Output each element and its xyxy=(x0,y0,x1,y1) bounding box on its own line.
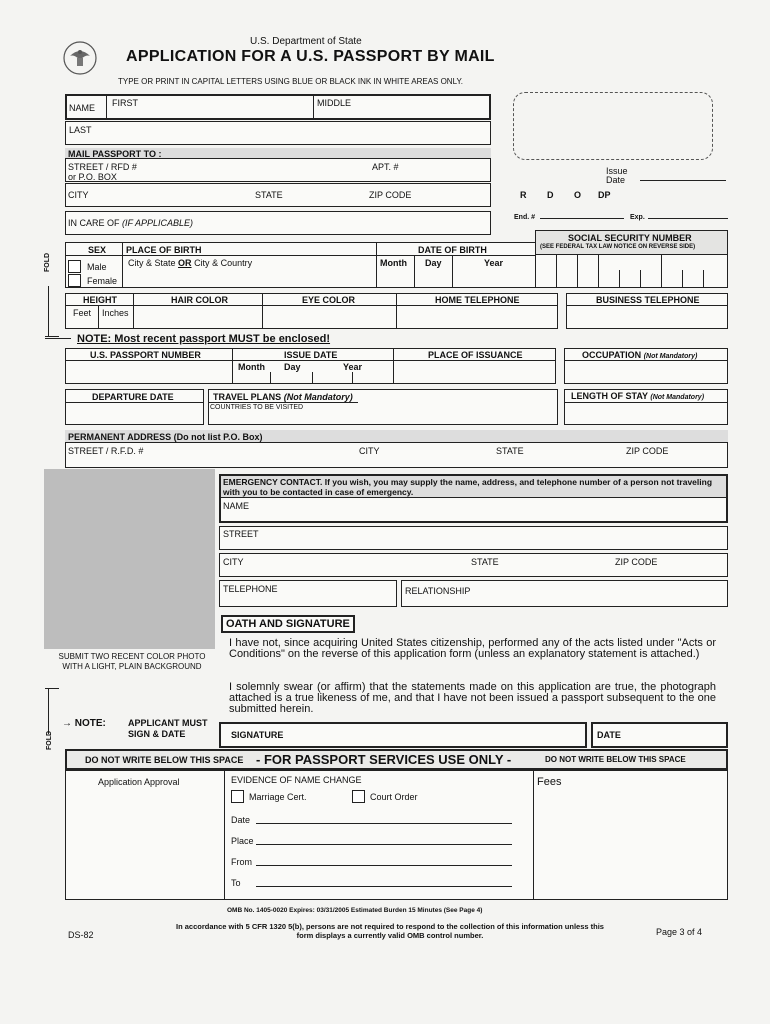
ssn-digit-divider xyxy=(640,270,641,288)
place-of-birth-hint xyxy=(128,258,252,268)
agency-name: U.S. Department of State xyxy=(250,36,362,47)
services-to-line xyxy=(256,886,512,887)
services-from-line xyxy=(256,865,512,866)
issue-divider xyxy=(393,348,394,384)
services-place-label: Place xyxy=(231,836,254,846)
mail-pobox-label: or P.O. BOX xyxy=(68,172,117,182)
permanent-zip-label: ZIP CODE xyxy=(626,446,669,456)
marriage-cert-label: Marriage Cert. xyxy=(249,792,307,802)
emergency-header-bold: EMERGENCY CONTACT. xyxy=(223,477,323,487)
services-date-label: Date xyxy=(231,815,251,825)
length-of-stay-label xyxy=(571,391,704,401)
office-exp-line xyxy=(648,218,728,219)
omb-line: OMB No. 1405-0020 Expires: 03/31/2005 Estimated Burden 15 Minutes (See Page 4) xyxy=(227,907,483,914)
departure-header-line xyxy=(65,402,204,403)
eye-divider xyxy=(396,293,397,329)
permanent-state-label: STATE xyxy=(496,446,524,456)
office-o: O xyxy=(574,190,582,200)
home-telephone-label: HOME TELEPHONE xyxy=(435,295,520,305)
issue-month-label: Month xyxy=(238,362,265,372)
middle-name-label: MIDDLE xyxy=(317,98,352,108)
services-to-label: To xyxy=(231,878,241,888)
permanent-street-label: STREET / R.F.D. # xyxy=(68,446,144,456)
business-telephone-header-line xyxy=(566,305,728,306)
office-issue-label: Issue xyxy=(606,166,628,176)
services-title: - FOR PASSPORT SERVICES USE ONLY - xyxy=(256,752,512,767)
form-title: APPLICATION FOR A U.S. PASSPORT BY MAIL xyxy=(126,48,495,65)
mail-street-label: STREET / RFD # xyxy=(68,162,137,172)
sex-male-checkbox[interactable] xyxy=(68,260,81,273)
travel-plans-label xyxy=(213,392,353,402)
photo-caption: SUBMIT TWO RECENT COLOR PHOTO WITH A LIGHT, PLAIN BACKGROUND xyxy=(58,652,206,671)
marriage-cert-checkbox[interactable] xyxy=(231,790,244,803)
hair-color-label: HAIR COLOR xyxy=(171,295,228,305)
fees-label: Fees xyxy=(537,776,562,788)
services-from-label: From xyxy=(231,857,252,867)
evidence-label: EVIDENCE OF NAME CHANGE xyxy=(231,775,362,785)
sex-divider xyxy=(122,242,123,288)
mail-state-label: STATE xyxy=(255,190,283,200)
sex-female-checkbox[interactable] xyxy=(68,274,81,287)
ssn-digit-divider xyxy=(703,270,704,288)
dob-day-label: Day xyxy=(425,258,442,268)
issue-month-divider xyxy=(270,372,271,384)
emergency-city-label: CITY xyxy=(223,557,244,567)
services-body xyxy=(65,770,728,900)
services-left-note: DO NOT WRITE BELOW THIS SPACE xyxy=(85,755,244,765)
hair-divider xyxy=(262,293,263,329)
emergency-zip-label: ZIP CODE xyxy=(615,557,658,567)
mail-header: MAIL PASSPORT TO : xyxy=(68,149,162,159)
emergency-street-label: STREET xyxy=(223,529,259,539)
court-order-label: Court Order xyxy=(370,792,418,802)
ssn-digit-divider xyxy=(682,270,683,288)
fold-label-top: FOLD xyxy=(44,252,51,272)
office-stamp-area xyxy=(513,92,713,160)
occupation-text: OCCUPATION xyxy=(582,350,642,360)
place-hint-1: City & State xyxy=(128,258,176,268)
place-of-issuance-label: PLACE OF ISSUANCE xyxy=(428,350,523,360)
last-name-field[interactable] xyxy=(65,121,491,145)
permanent-city-label: CITY xyxy=(359,446,380,456)
height-label: HEIGHT xyxy=(83,295,118,305)
first-name-label: FIRST xyxy=(112,98,138,108)
signature-label: SIGNATURE xyxy=(231,730,284,740)
emergency-header xyxy=(223,477,723,497)
office-d: D xyxy=(547,190,554,200)
passport-note: NOTE: Most recent passport MUST be enclosed! xyxy=(77,333,331,345)
signature-date-label: DATE xyxy=(597,730,621,740)
office-r: R xyxy=(520,190,527,200)
applicant-note-arrow: → NOTE: xyxy=(62,718,106,729)
oath-paragraph-1: I have not, since acquiring United States citizenship, performed any of the acts listed under "Acts or Conditions" on the reverse of this application form (unless an explanatory statement is attached.) xyxy=(229,637,716,660)
services-place-line xyxy=(256,844,512,845)
dob-month-label: Month xyxy=(380,258,407,268)
middle-divider xyxy=(313,94,314,120)
emergency-telephone-label: TELEPHONE xyxy=(223,584,278,594)
travel-plans-text: TRAVEL PLANS xyxy=(213,392,282,402)
last-name-label: LAST xyxy=(69,125,92,135)
issue-day-label: Day xyxy=(284,362,301,372)
dob-divider xyxy=(376,242,377,288)
oath-title: OATH AND SIGNATURE xyxy=(221,615,355,633)
issue-year-label: Year xyxy=(343,362,363,372)
occupation-not-mandatory: (Not Mandatory) xyxy=(643,353,698,360)
passport-number-label: U.S. PASSPORT NUMBER xyxy=(90,350,201,360)
business-telephone-label: BUSINESS TELEPHONE xyxy=(596,295,700,305)
ssn-digit-divider xyxy=(556,255,557,288)
physical-header-line xyxy=(65,305,558,306)
sex-female-label: Female xyxy=(87,276,118,286)
office-end-line xyxy=(540,218,624,219)
sex-label: SEX xyxy=(88,245,107,255)
state-seal-icon xyxy=(62,40,98,76)
fold-label-bottom: FOLD xyxy=(46,730,53,750)
mail-apt-label: APT. # xyxy=(372,162,399,172)
place-hint-or: OR xyxy=(178,258,192,268)
issue-year-divider xyxy=(352,372,353,384)
length-of-stay-text: LENGTH OF STAY xyxy=(571,391,648,401)
office-issue-line xyxy=(640,180,726,181)
height-divider xyxy=(133,293,134,329)
occupation-label xyxy=(582,350,697,360)
emergency-state-label: STATE xyxy=(471,557,499,567)
issue-date-label: ISSUE DATE xyxy=(284,350,338,360)
fold-mark-bottom xyxy=(48,688,49,734)
ssn-label: SOCIAL SECURITY NUMBER xyxy=(568,233,692,243)
personal-header-line xyxy=(65,255,535,256)
approval-divider xyxy=(224,770,225,900)
emergency-street-field[interactable] xyxy=(219,526,728,550)
dob-month-divider xyxy=(414,255,415,288)
passport-header-line xyxy=(65,360,556,361)
mail-zip-label: ZIP CODE xyxy=(369,190,412,200)
fold-tick-top xyxy=(45,336,59,337)
fees-divider xyxy=(533,770,534,900)
height-feet-label: Feet xyxy=(73,308,92,318)
approval-label: Application Approval xyxy=(98,777,180,787)
dob-day-divider xyxy=(452,255,453,288)
dob-label: DATE OF BIRTH xyxy=(418,245,487,255)
permanent-address-header: PERMANENT ADDRESS (Do not list P.O. Box) xyxy=(68,432,263,442)
fold-mark-top xyxy=(48,286,49,336)
care-of-note: (IF APPLICABLE) xyxy=(122,218,194,228)
name-label: NAME xyxy=(69,103,96,113)
occupation-header-line xyxy=(564,360,728,361)
office-exp-label: Exp. xyxy=(630,214,645,221)
travel-plans-underline xyxy=(208,402,358,403)
travel-plans-not-mandatory: (Not Mandatory) xyxy=(283,392,353,402)
ssn-digit-divider xyxy=(577,255,578,288)
ssn-digit-divider xyxy=(661,255,662,288)
place-hint-2: City & Country xyxy=(194,258,253,268)
ssn-digit-divider xyxy=(619,270,620,288)
dob-year-label: Year xyxy=(484,258,504,268)
length-of-stay-header-line xyxy=(564,402,728,403)
photo-area[interactable] xyxy=(44,469,215,649)
emergency-header-text: If you wish, you may supply the name, address, and telephone number of a person not traveling with you to be contacted in case of emergency. xyxy=(223,477,713,497)
passport-number-divider xyxy=(232,348,233,384)
oath-paragraph-2: I solemnly swear (or affirm) that the statements made on this application are true, the photograph attached is a true likeness of me, and that I have not been issued a passport subsequent to the one submitted herein. xyxy=(229,681,716,715)
applicant-note-text: APPLICANT MUST SIGN & DATE xyxy=(128,718,208,739)
office-end-label: End. # xyxy=(514,214,536,221)
ssn-note: (SEE FEDERAL TAX LAW NOTICE ON REVERSE SIDE) xyxy=(540,244,696,250)
care-of-label xyxy=(68,218,193,228)
form-number: DS-82 xyxy=(68,930,94,940)
office-date-label: Date xyxy=(606,175,626,185)
place-of-birth-label: PLACE OF BIRTH xyxy=(126,245,202,255)
passport-note-rule xyxy=(45,338,71,339)
emergency-name-label: NAME xyxy=(223,501,250,511)
eye-color-label: EYE COLOR xyxy=(302,295,356,305)
sex-male-label: Male xyxy=(87,262,107,272)
court-order-checkbox[interactable] xyxy=(352,790,365,803)
instruction-text: TYPE OR PRINT IN CAPITAL LETTERS USING BLUE OR BLACK INK IN WHITE AREAS ONLY. xyxy=(118,77,463,86)
care-of-text: IN CARE OF xyxy=(68,218,120,228)
height-feet-divider xyxy=(98,305,99,329)
length-of-stay-note: (Not Mandatory) xyxy=(650,394,705,401)
services-right-note: DO NOT WRITE BELOW THIS SPACE xyxy=(545,755,686,764)
countries-label: COUNTRIES TO BE VISITED xyxy=(210,404,304,411)
ssn-digit-divider xyxy=(598,255,599,288)
issue-day-divider xyxy=(312,372,313,384)
office-dp: DP xyxy=(598,190,611,200)
services-date-line xyxy=(256,823,512,824)
height-inches-label: Inches xyxy=(102,308,129,318)
page-number: Page 3 of 4 xyxy=(656,927,703,937)
omb-notice: In accordance with 5 CFR 1320 5(b), persons are not required to respond to the collection of this information unless this form displays a currently valid OMB control number. xyxy=(176,922,604,940)
departure-date-label: DEPARTURE DATE xyxy=(92,392,174,402)
mail-city-label: CITY xyxy=(68,190,89,200)
emergency-relationship-label: RELATIONSHIP xyxy=(405,586,471,596)
